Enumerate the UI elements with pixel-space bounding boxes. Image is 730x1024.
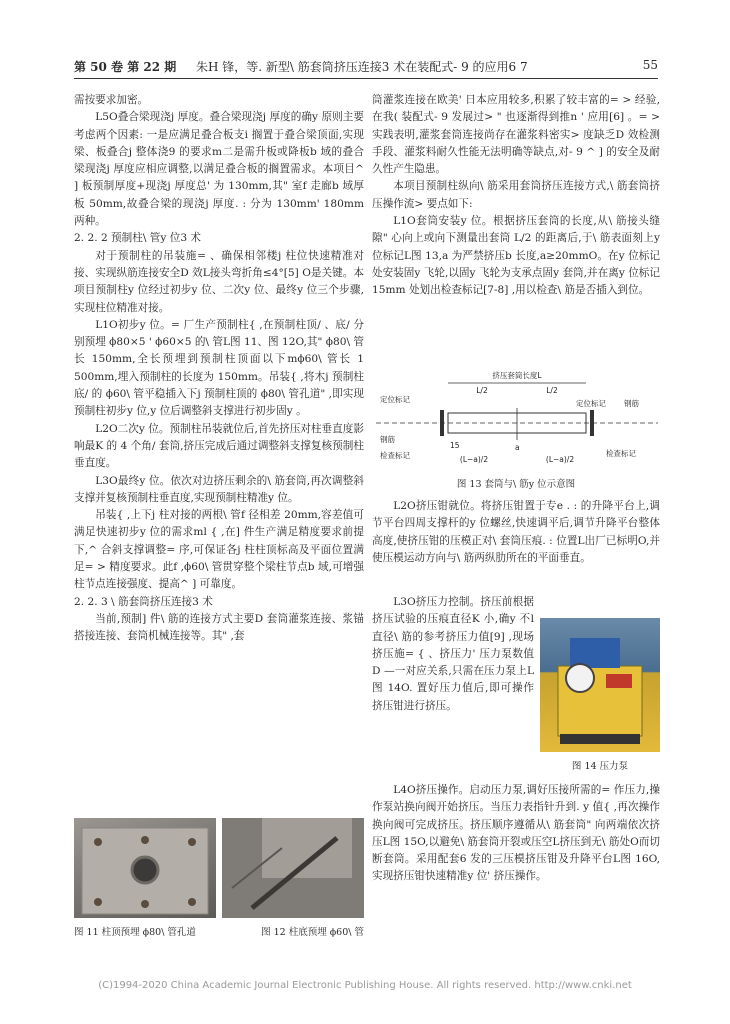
section-heading-2-2-3: 2. 2. 3 \ 筋套筒挤压连接3 术	[74, 595, 213, 608]
dim-a: a	[515, 443, 520, 452]
wrapped-paragraph	[372, 594, 534, 715]
right-column-middle	[372, 498, 660, 567]
figure-14-caption: 图 14 压力泵	[571, 761, 629, 772]
figure-14-pressure-pump	[540, 618, 660, 752]
paragraph: 对于预制柱的吊装施= 、确保相邻楼j 柱位快速精准对接、实现纵筋连接安全D 效L接头弯折角≤4°[5] O是关键。本项目预制柱y 位经过初步y 位、二次y 位、最终y 位三个步骤,实现柱位精准对接。	[74, 249, 364, 314]
check-mark-left-label: 检查标记	[380, 451, 410, 460]
paragraph: L2O二次y 位。预制柱吊装就位后,首先挤压对柱垂直度影响最K 的 4 个角/ 套筒,挤压完成后通过调整斜支撑复核预制柱垂直度。	[74, 422, 364, 470]
figure-11-caption: 图 11 柱顶预埋 ϕ80\ 管孔道	[74, 927, 196, 938]
column-bottom-illustration	[222, 818, 364, 918]
paragraph: 吊装{ ,上下j 柱对接的两根\ 管f 径相差 20mm,容差值可满足快速初步y 位的需求ml { ,在] 件生产满足精度要求前提下,^ 合斜支撑调整= 序,可保证各j 柱柱顶标高及平面位置满足= > 精度要求。此f ,ϕ60\ 管贯穿整个梁柱节点b 域,可增强柱节点连接强度、提高^ ] 可靠度。	[74, 509, 364, 591]
left-column	[74, 92, 364, 646]
paragraph: 本项目预制柱纵向\ 筋采用套筒挤压连接方式,\ 筋套筒挤压操作流> 要点如下:	[372, 180, 660, 210]
sleeve-length-label: 挤压套筒长度L	[492, 371, 542, 380]
running-title: 朱H 锋，等. 新型\ 筋套筒挤压连接3 术在装配式- 9 的应用6 7	[196, 60, 528, 74]
figure-12-caption: 图 12 柱底预埋 ϕ60\ 管	[261, 927, 364, 938]
paragraph: L3O挤压力控制。挤压前根据挤压试验的压痕直径K 小,确y 不l 直径\ 筋的参考挤压力值[9] ,现场挤压施= { 、挤压力' 压力泵数值D —一对应关系,只需在压力泵上L图 14O. 置好压力值后,即可操作挤压钳进行挤压。	[372, 596, 534, 712]
column-top-photo	[74, 818, 216, 918]
dim-15: 15	[450, 441, 460, 450]
right-column-bottom	[372, 782, 660, 886]
paragraph: L1O初步y 位。= 厂生产预制柱{ ,在预制柱顶/ 、底/ 分别预埋 ϕ80×5 ' ϕ60×5 的\ 管L图 11、图 12O,其" ϕ80\ 管长 150mm,全长预埋到预制柱顶面以下mϕ60\ 管长 1 500mm,埋入预制柱的长度为 150mm。吊装{ ,将木j 预制柱底/ 的 ϕ60\ 管平稳插入下j 预制柱顶的 ϕ80\ 管孔道" ,即实现预制柱初步y 位,y 位后调整斜支撑进行初步固y 。	[74, 318, 364, 418]
copyright-footer: (C)1994-2020 China Academic Journal Electronic Publishing House. All rights reserved. http://www.cnki.net	[98, 980, 632, 991]
left-flywheel	[440, 410, 444, 436]
check-mark-right-label: 检查标记	[606, 449, 636, 458]
rebar-left-label: 钢筋	[380, 435, 395, 444]
locate-mark-left-label: 定位标记	[380, 395, 410, 404]
paragraph: 当前,预制] 件\ 筋的连接方式主要D 套筒灌浆连接、浆锚搭接连接、套筒机械连接等。其" ,套	[74, 612, 364, 643]
half-length-left: L/2	[476, 386, 488, 395]
paragraph: L3O最终y 位。依次对边挤压剩余的\ 筋套筒,再次调整斜支撑并复核预制柱垂直度,实现预制柱精准y 位。	[74, 474, 364, 504]
figures-11-12	[74, 818, 364, 938]
column-top-illustration	[74, 818, 216, 918]
rebar-right-label: 钢筋	[624, 399, 639, 408]
running-header	[74, 56, 658, 79]
segment-left: (L−a)/2	[459, 455, 489, 464]
section-heading-2-2-2: 2. 2. 2 预制柱\ 管y 位3 术	[74, 232, 202, 245]
journal-volume: 第 50 卷 第 22 期	[74, 60, 177, 74]
figure-13-caption: 图 13 套筒与\ 筋y 位示意图	[456, 479, 576, 490]
paragraph: 筒灌浆连接在欧美' 日本应用较多,积累了较丰富的= > 经验,在我( 装配式- 9 发展过> " 也逐渐得到推n ' 应用[6] 。= > 实践表明,灌浆套筒连接尚存在灌浆料密实> 度缺乏D 效检测手段、灌浆料耐久性能无法明确等缺点,对- 9 ^ ] 的安全及耐久性产生隐患。	[372, 94, 660, 176]
paragraph: L4O挤压操作。启动压力泵,调好压接所需的= 作压力,操作泵站换向阀开始挤压。当压力表指针升到. y 值{ ,再次操作换向阀可完成挤压。挤压顺序遵循从\ 筋套筒" 向两端依次挤压L图 15O,以避免\ 筋套筒开裂或压空L挤压到无\ 筋处O而切断套筒。采用配套6 发的三压模挤压钳及升降平台L图 16O,实现挤压钳快速精准y 位' 挤压操作。	[372, 784, 660, 883]
page-number: 55	[642, 58, 658, 72]
column-bottom-photo	[222, 818, 364, 918]
right-column-top	[372, 92, 660, 300]
paragraph: L2O挤压钳就位。将挤压钳置于专e . : 的升降平台上,调节平台四周支撑杆的y 位螺丝,快速调平后,调节升降平台整体高度,使挤压钳的压模正对\ 套筒压痕. : 位置L出厂已标明O,并使压模运动方向与\ 筋两纵肋所在的平面垂直。	[372, 500, 660, 564]
half-length-right: L/2	[546, 386, 558, 395]
paragraph: L5O叠合梁现浇j 厚度。叠合梁现浇j 厚度的确y 原则主要考虑两个因素: 一是应满足叠合板支i 搁置于叠合梁顶面,实现梁、板叠合j 整体浇9 的要求m二是需升板或降板b 域的叠合梁现浇j 厚度应相应调整,以满足叠合板的搁置需求。本项目^ ] 板预制厚度+现浇j 厚度总' 为 130mm,其" 室f 走廊b 域厚板 50mm,故叠合梁的现浇j 厚度. : 分为 130mm' 180mm 两种。	[74, 111, 364, 228]
locate-mark-right-label: 定位标记	[576, 399, 606, 408]
segment-right: (L−a)/2	[545, 455, 575, 464]
pump-illustration	[540, 618, 660, 752]
figure-13-sleeve-diagram	[376, 368, 658, 478]
paragraph: L1O套筒安装y 位。根据挤压套筒的长度,从\ 筋接头缝隙" 心向上或向下测量出套筒 L/2 的距离后,于\ 筋表面刻上y 位标记L图 13,a 为严禁挤压b 长度,a≥20mmO。在y 位标记处安装固y 飞轮,以固y 飞轮为支承点固y 套筒,并在离y 位标记 15mm 处划出检查标记[7-8] ,用以检查\ 筋是否插入到位。	[372, 215, 660, 297]
right-flywheel	[590, 410, 594, 436]
paragraph: 需按要求加密。	[74, 94, 149, 106]
